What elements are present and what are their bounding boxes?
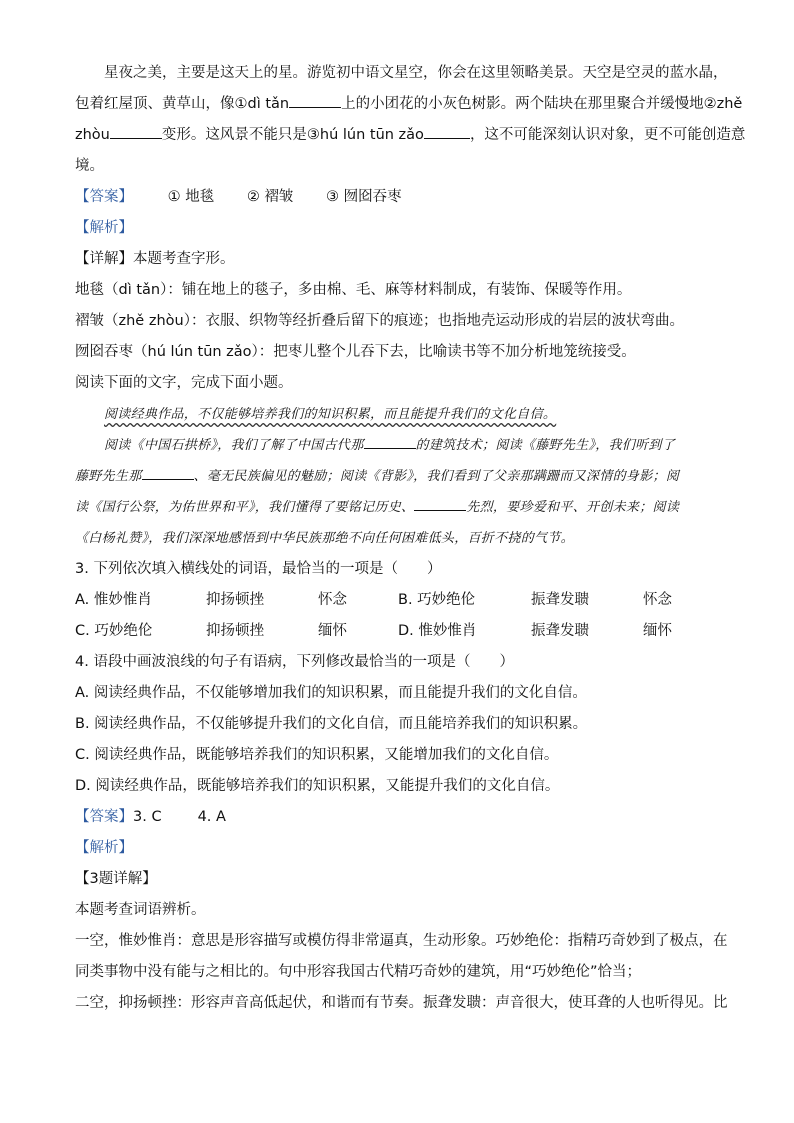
option-word: 缅怀 bbox=[643, 623, 672, 639]
answer-blank bbox=[289, 93, 341, 108]
answer-item: ② 褶皱 bbox=[246, 189, 294, 205]
analysis-line: 本题考查词语辨析。 bbox=[75, 902, 206, 918]
answer-blank bbox=[142, 465, 194, 480]
answer-item: ③ 囫囵吞枣 bbox=[326, 189, 402, 205]
analysis-line: 一空，惟妙惟肖：意思是形容描写或模仿得非常逼真，生动形象。巧妙绝伦：指精巧奇妙到了极点，在 bbox=[75, 933, 728, 949]
option-word: 怀念 bbox=[643, 592, 672, 608]
option-word: 振聋发聩 bbox=[531, 592, 589, 608]
analysis-line: 囫囵吞枣（hú lún tūn zǎo）：把枣儿整个儿吞下去，比喻读书等不加分析地笼统接受。 bbox=[75, 344, 636, 360]
option-row bbox=[75, 585, 715, 616]
answer-label: 【答案】 bbox=[75, 189, 133, 205]
question-stem: 3. 下列依次填入横线处的词语，最恰当的一项是（ ） bbox=[75, 561, 442, 577]
answer-blank bbox=[110, 124, 162, 139]
option-word: 振聋发聩 bbox=[531, 623, 589, 639]
option-d: D. 阅读经典作品，既能够培养我们的知识积累，又能提升我们的文化自信。 bbox=[75, 778, 560, 794]
passage-line: 藤野先生那 、毫无民族偏见的魅励；阅读《背影》，我们看到了父亲那蹒跚而又深情的身影；阅 bbox=[75, 461, 715, 492]
answer-item: 3. C bbox=[133, 809, 162, 825]
passage-line: 读《国行公祭，为佑世界和平》，我们懂得了要铭记历史、 先烈，要珍爱和平、开创未来；阅读 bbox=[75, 492, 715, 523]
option-b: B. 巧妙绝伦 bbox=[398, 592, 476, 608]
option-c: C. 阅读经典作品，既能够培养我们的知识积累，又能增加我们的文化自信。 bbox=[75, 747, 559, 763]
analysis-line: 地毯（dì tǎn）：铺在地上的毯子，多由棉、毛、麻等材料制成，有装饰、保暖等作用。 bbox=[75, 282, 632, 298]
analysis-label: 【解析】 bbox=[75, 840, 133, 856]
analysis-label: 【解析】 bbox=[75, 220, 133, 236]
option-word: 抑扬顿挫 bbox=[206, 592, 264, 608]
option-word: 怀念 bbox=[318, 592, 347, 608]
answer-blank bbox=[414, 496, 466, 511]
answer-item: 4. A bbox=[197, 809, 226, 825]
answer-line bbox=[75, 802, 715, 833]
option-row bbox=[75, 616, 715, 647]
option-a: A. 惟妙惟肖 bbox=[75, 592, 152, 608]
analysis-detail: 【3题详解】 bbox=[75, 871, 157, 887]
passage-line: 阅读《中国石拱桥》，我们了解了中国古代那 的建筑技术；阅读《藤野先生》，我们听到了 bbox=[75, 430, 715, 461]
analysis-detail: 【详解】本题考查字形。 bbox=[75, 251, 235, 267]
analysis-line: 同类事物中没有能与之相比的。句中形容我国古代精巧奇妙的建筑，用“巧妙绝伦”恰当； bbox=[75, 964, 642, 980]
option-b: B. 阅读经典作品，不仅能够提升我们的文化自信，而且能培养我们的知识积累。 bbox=[75, 716, 588, 732]
answer-line bbox=[75, 182, 715, 213]
analysis-line: 褶皱（zhě zhòu）：衣服、织物等经折叠后留下的痕迹；也指地壳运动形成的岩层的波状弯曲。 bbox=[75, 313, 684, 329]
option-a: A. 阅读经典作品，不仅能够增加我们的知识积累，而且能提升我们的文化自信。 bbox=[75, 685, 587, 701]
instruction-line: 阅读下面的文字，完成下面小题。 bbox=[75, 375, 293, 391]
passage-line: 包着红屋顶、黄草山，像①dì tǎn 上的小团花的小灰色树影。两个陆块在那里聚合并缓慢地②zhě bbox=[75, 89, 715, 120]
analysis-line: 二空，抑扬顿挫：形容声音高低起伏，和谐而有节奏。振聋发聩：声音很大，使耳聋的人也听得见。比 bbox=[75, 995, 728, 1011]
answer-blank bbox=[364, 434, 416, 449]
question-stem: 4. 语段中画波浪线的句子有语病，下列修改最恰当的一项是（ ） bbox=[75, 654, 514, 670]
answer-blank bbox=[424, 124, 470, 139]
answer-item: ① 地毯 bbox=[167, 189, 215, 205]
wavy-sentence: 阅读经典作品，不仅能够培养我们的知识积累，而且能提升我们的文化自信。 bbox=[104, 407, 557, 422]
option-c: C. 巧妙绝伦 bbox=[75, 623, 153, 639]
passage-line: 《白杨礼赞》，我们深深地感悟到中华民族那绝不向任何困难低头，百折不挠的气节。 bbox=[75, 531, 574, 546]
option-word: 抑扬顿挫 bbox=[206, 623, 264, 639]
option-d: D. 惟妙惟肖 bbox=[398, 623, 477, 639]
passage-line: 境。 bbox=[75, 158, 104, 174]
option-word: 缅怀 bbox=[318, 623, 347, 639]
passage-line: zhòu 变形。这风景不能只是③hú lún tūn zǎo ，这不可能深刻认识对象，更不可能创造意 bbox=[75, 120, 715, 151]
passage-line: 星夜之美，主要是这天上的星。游览初中语文星空，你会在这里领略美景。天空是空灵的蓝水晶， bbox=[104, 65, 728, 81]
document-page bbox=[75, 58, 746, 1019]
answer-label: 【答案】 bbox=[75, 809, 133, 825]
